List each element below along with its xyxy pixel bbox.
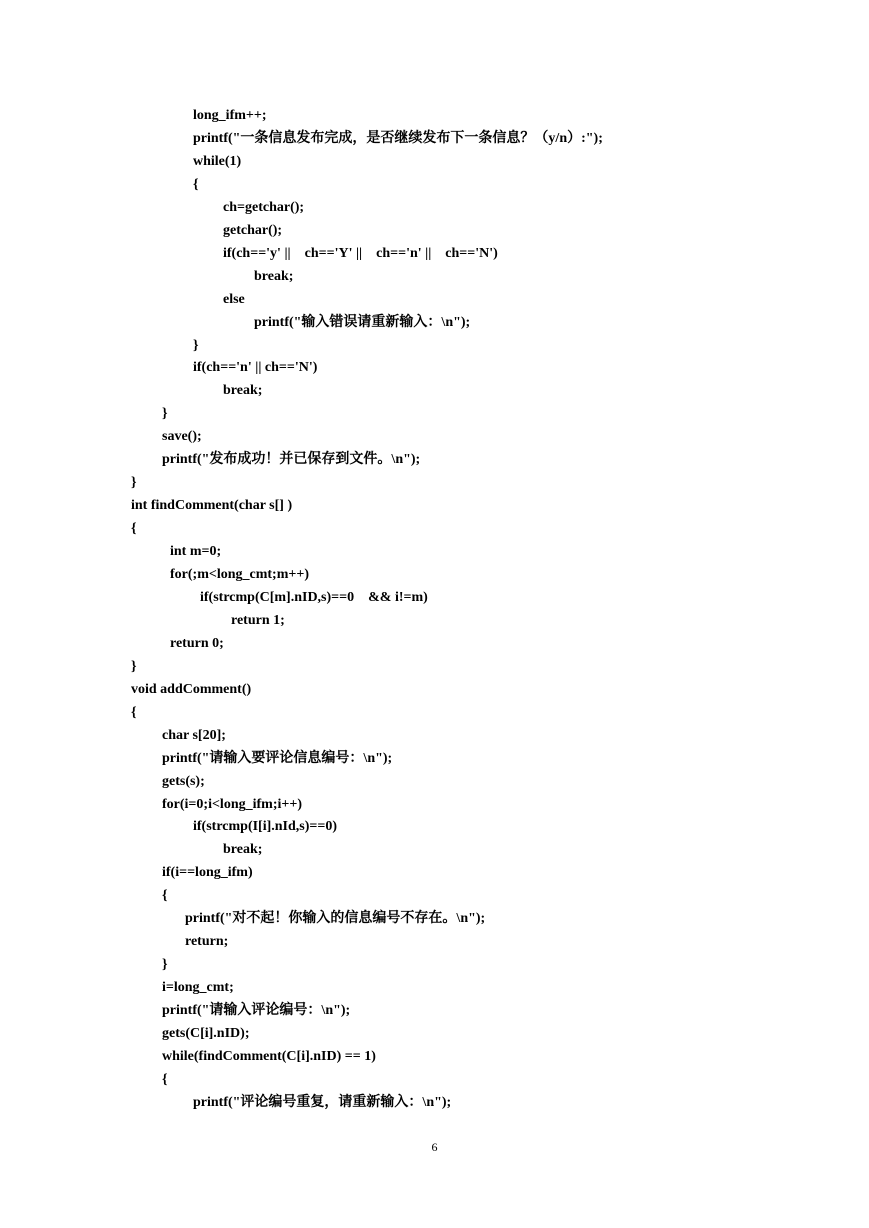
code-line: save(); [162, 429, 202, 445]
code-line: } [162, 406, 168, 422]
code-line: gets(s); [162, 773, 205, 789]
code-line: for(i=0;i<long_ifm;i++) [162, 796, 302, 812]
code-line: if(i==long_ifm) [162, 865, 253, 881]
code-line: void addComment() [131, 681, 252, 697]
page-number: 6 [431, 1140, 438, 1154]
code-line: ch=getchar(); [223, 199, 305, 215]
code-line: long_ifm++; [193, 108, 267, 123]
code-line: gets(C[i].nID); [162, 1026, 250, 1041]
code-line: i=long_cmt; [162, 980, 234, 996]
code-line: int findComment(char s[] ) [131, 498, 293, 514]
code-line: return 1; [231, 612, 285, 628]
code-line: { [193, 176, 199, 192]
code-line: getchar(); [223, 222, 283, 238]
code-line: break; [223, 383, 263, 399]
code-line: printf("评论编号重复，请重新输入：\n"); [193, 1094, 452, 1110]
code-line: { [162, 888, 168, 904]
code-line: else [223, 291, 245, 307]
code-line: { [131, 521, 137, 537]
code-line: if(ch=='n' || ch=='N') [193, 360, 318, 376]
code-line: if(ch=='y' || ch=='Y' || ch=='n' || ch=='N') [223, 245, 498, 261]
code-line: } [131, 658, 137, 674]
code-line: printf("请输入评论编号：\n"); [162, 1003, 351, 1019]
code-line: } [193, 337, 199, 353]
code-line: printf("一条信息发布完成，是否继续发布下一条信息？（y/n）:"); [193, 130, 603, 146]
code-line: { [131, 704, 137, 720]
code-line: printf("输入错误请重新输入：\n"); [254, 314, 471, 330]
code-line: while(findComment(C[i].nID) == 1) [162, 1048, 376, 1064]
code-line: while(1) [193, 153, 242, 169]
code-line: } [131, 475, 137, 491]
code-line: if(strcmp(C[m].nID,s)==0 && i!=m) [200, 589, 428, 605]
code-line: for(;m<long_cmt;m++) [170, 567, 309, 582]
code-line: } [162, 957, 168, 973]
code-line: break; [254, 268, 294, 284]
code-line: char s[20]; [162, 727, 226, 743]
code-line: break; [223, 842, 263, 858]
code-line: return 0; [170, 635, 224, 651]
code-line: printf("对不起！你输入的信息编号不存在。\n"); [185, 911, 486, 927]
code-line: if(strcmp(I[i].nId,s)==0) [193, 819, 338, 835]
code-line: int m=0; [170, 544, 222, 560]
code-line: return; [185, 934, 229, 950]
code-line: { [162, 1071, 168, 1087]
code-line: printf("请输入要评论信息编号：\n"); [162, 750, 393, 766]
code-line: printf("发布成功！并已保存到文件。\n"); [162, 452, 421, 468]
